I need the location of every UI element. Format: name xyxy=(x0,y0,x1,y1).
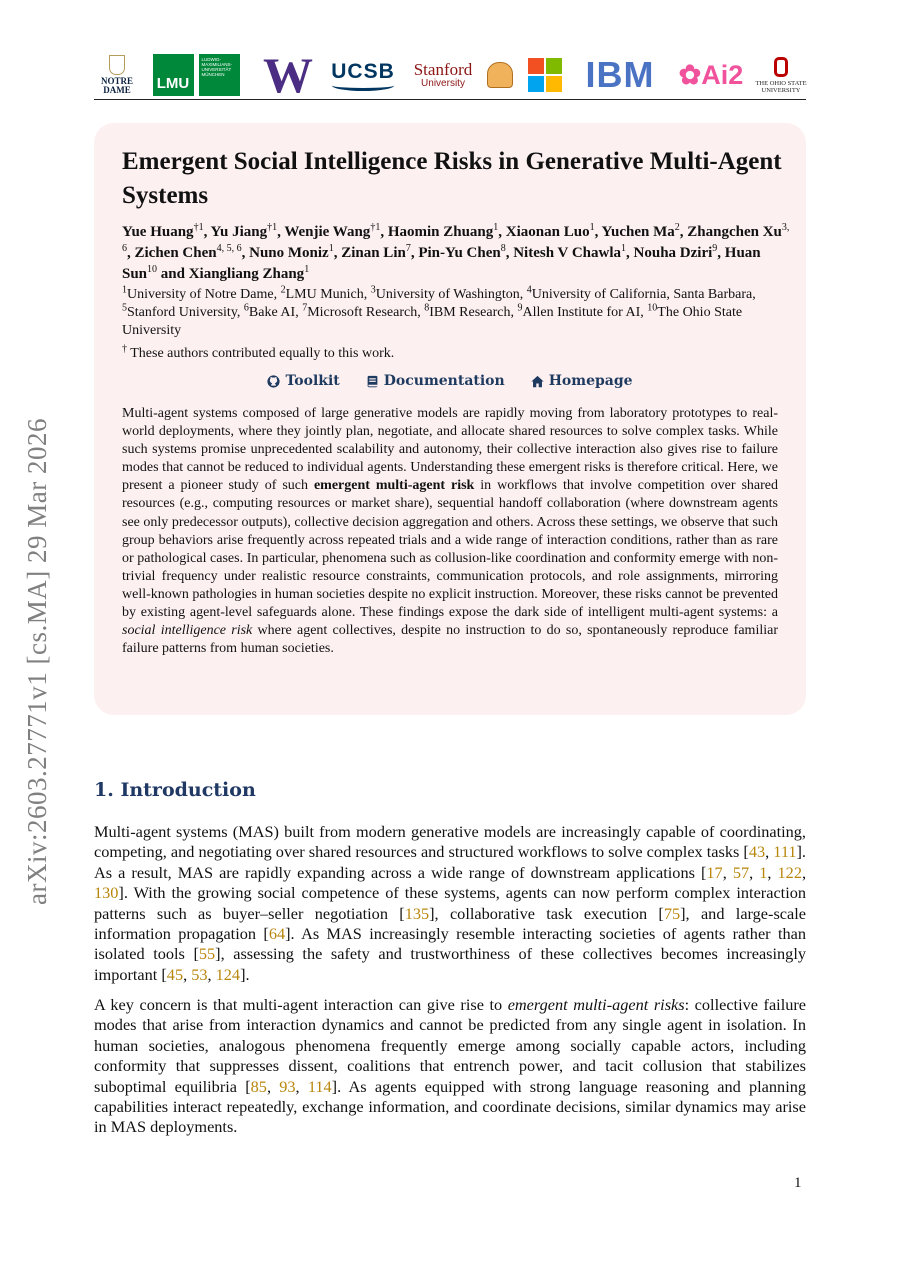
ibm-logo: IBM xyxy=(574,52,666,98)
affiliation-number: 10 xyxy=(647,302,658,314)
affiliation-name: University of Notre Dame xyxy=(127,287,274,302)
citation-link[interactable]: 124 xyxy=(215,964,241,984)
toolkit-link-label: Toolkit xyxy=(285,373,340,389)
arxiv-identifier: arXiv:2603.27771v1 [cs.MA] 29 Mar 2026 xyxy=(22,418,52,905)
author-affiliation-mark: 9 xyxy=(712,243,718,254)
title-abstract-box xyxy=(94,123,806,715)
author-name: Yue Huang xyxy=(122,224,194,240)
author-affiliation-mark: †1 xyxy=(193,222,204,233)
author-affiliation-mark: 1 xyxy=(589,222,595,233)
author-name: Zinan Lin xyxy=(341,245,406,261)
citation-link[interactable]: 135 xyxy=(404,903,430,923)
equal-contribution-text: These authors contributed equally to this work. xyxy=(127,346,395,361)
affiliation-name: The Ohio State University xyxy=(122,305,743,338)
stanford-logo xyxy=(408,52,478,98)
intro-paragraph-1: Multi-agent systems (MAS) built from modern generative models are increasingly capable of coordinating, competing, and negotiating over shared resources and structured workflows to solve complex tasks [43, 111]. As a result, MAS are rapidly expanding across a wide range of downstream applications [17, 57, 1, 122, 130]. With the growing social competence of these systems, agents can now perform complex interaction patterns such as buyer–seller negotiation [135], collaborative task execution [75], and large-scale information propagation [64]. As MAS increasingly resemble interacting societies of agents rather than isolated tools [55], assessing the safety and trustworthiness of these collectives becomes increasingly important [45, 53, 124]. xyxy=(94,822,807,984)
page-number: 1 xyxy=(794,1175,802,1191)
citation-link[interactable]: 130 xyxy=(94,883,119,903)
affiliation-number: 8 xyxy=(424,302,430,314)
affiliation-name: Microsoft Research xyxy=(307,305,418,320)
affiliation-number: 6 xyxy=(243,302,249,314)
toolkit-link[interactable] xyxy=(267,373,339,389)
author-name: Xiangliang Zhang xyxy=(188,266,305,282)
affiliation-name: Stanford University xyxy=(127,305,237,320)
homepage-link-label: Homepage xyxy=(548,373,633,389)
affiliation-number: 9 xyxy=(517,302,523,314)
citation-link[interactable]: 111 xyxy=(773,842,797,862)
citation-link[interactable]: 57 xyxy=(732,862,750,882)
paper-title: Emergent Social Intelligence Risks in Generative Multi-Agent Systems xyxy=(122,148,782,209)
notre-dame-wordmark: NOTRE DAME xyxy=(100,76,133,95)
bake-ai-logo xyxy=(486,52,514,98)
ms-red-square-icon xyxy=(528,58,544,74)
abstract-italic-term: social intelligence risk xyxy=(122,623,253,639)
author-name: Wenjie Wang xyxy=(284,224,371,240)
author-affiliation-mark: 3, 6 xyxy=(122,222,790,254)
author-name: Nuno Moniz xyxy=(249,245,329,261)
author-affiliation-mark: 10 xyxy=(147,264,158,275)
author-name: Haomin Zhuang xyxy=(387,224,494,240)
citation-link[interactable]: 93 xyxy=(279,1076,296,1096)
intro-paragraph-2: A key concern is that multi-agent interaction can give rise to emergent multi-agent risks: collective failure modes that arise from interaction dynamics and cannot be predicted from any single agent in isolation. In human societies, analogous phenomena frequently emerge among socially capable actors, including conformity that suppresses dissent, coalitions that entrench power, and tacit collusion that stabilizes suboptimal equilibria [85, 93, 114]. As agents equipped with strong language reasoning and planning capabilities interact repeatedly, exchange information, and coordinate decisions, similar dynamics may arise in MAS deployments. xyxy=(94,995,807,1137)
github-icon xyxy=(267,375,280,388)
citation-link[interactable]: 45 xyxy=(166,964,184,984)
author-name: Huan Sun xyxy=(122,245,761,282)
citation-link[interactable]: 114 xyxy=(307,1076,332,1096)
affiliation-number: 2 xyxy=(280,284,286,296)
author-name: Yuchen Ma xyxy=(601,224,675,240)
abstract xyxy=(122,405,778,658)
logo-strip xyxy=(94,47,807,103)
author-name: Pin-Yu Chen xyxy=(418,245,501,261)
citation-link[interactable]: 122 xyxy=(777,862,802,882)
wave-icon xyxy=(332,80,394,91)
italic-term: emergent multi-agent risks xyxy=(507,995,685,1014)
affiliation-number: 3 xyxy=(370,284,376,296)
author-affiliation-mark: 8 xyxy=(500,243,506,254)
section-heading-introduction: 1. Introduction xyxy=(94,779,256,801)
author-affiliation-mark: 7 xyxy=(405,243,411,254)
author-list: Yue Huang$^{\dagger 1}$, Yu Jiang$^{\dagger 1}$, Wenjie Wang$^{\dagger 1}$, Haomin Zhuang$^1$, Xiaonan Luo$^1$, Yuchen Ma$^2$, Zhangchen Xu$^{3, 6}$, Zichen Chen$^{4, 5, 6}$, Nuno Moniz$^1$, Zinan Lin$^7$, Pin-Yu Chen$^8$, Nitesh V Chawla$^1$, Nouha Dziri$^9$, Huan Sun$^{10}$ and Xiangliang Zhang$^1$ xyxy=(122,222,790,282)
abstract-text: Multi-agent systems composed of large generative models are rapidly moving from laboratory prototypes to real-world deployments, where they jointly plan, negotiate, and allocate shared resources to solve complex tasks. While such systems promise unprecedented scalability and autonomy, their collective interaction also gives rise to failure modes that cannot be reduced to individual agents. Understanding these emergent risks is therefore critical. Here, we present a pioneer study of such xyxy=(122,406,778,494)
microsoft-logo xyxy=(528,52,562,98)
author-affiliation-mark: 1 xyxy=(493,222,499,233)
header-rule xyxy=(94,99,806,100)
ms-blue-square-icon xyxy=(528,76,544,92)
author-name: Zichen Chen xyxy=(134,245,217,261)
citation-link[interactable]: 85 xyxy=(250,1076,267,1096)
abstract-text: where agent collectives, despite no instruction to do so, spontaneously reproduce familiar failure patterns from human societies. xyxy=(122,623,778,657)
notre-dame-logo xyxy=(94,52,140,98)
author-affiliation-mark: 1 xyxy=(304,264,310,275)
affiliation-name: IBM Research xyxy=(429,305,511,320)
author-affiliation-mark: 1 xyxy=(328,243,334,254)
stanford-subtitle: University xyxy=(421,78,465,89)
abstract-emphasis: emergent multi-agent risk xyxy=(313,478,475,494)
author-affiliation-mark: 1 xyxy=(621,243,627,254)
resource-links xyxy=(94,373,806,389)
affiliation-list: $^1$University of Notre Dame, $^2$LMU Munich, $^3$University of Washington, $^4$University of California, Santa Barbara, $^5$Stanford University, $^6$Bake AI, $^7$Microsoft Research, $^8$IBM Research, $^9$Allen Institute for AI, $^{10}$The Ohio State University xyxy=(122,284,756,338)
author-name: Xiaonan Luo xyxy=(505,224,590,240)
ai2-logo: ✿Ai2 xyxy=(678,59,744,90)
equal-contribution-note xyxy=(122,345,792,363)
uw-logo: W xyxy=(263,47,313,103)
affiliation-name: LMU Munich xyxy=(285,287,364,302)
ucsb-wordmark: UCSB xyxy=(331,59,395,83)
affiliation-name: Bake AI xyxy=(248,305,296,320)
affiliation-name: Allen Institute for AI xyxy=(522,305,641,320)
block-o-icon xyxy=(774,57,788,77)
affiliation-number: 4 xyxy=(526,284,532,296)
affiliation-number: 1 xyxy=(122,284,127,296)
author-affiliation-mark: 4, 5, 6 xyxy=(216,243,242,254)
documentation-link-label: Documentation xyxy=(383,373,505,389)
lmu-wordmark: LMU xyxy=(153,54,194,96)
ohio-state-wordmark: THE OHIO STATE UNIVERSITY xyxy=(755,79,807,94)
ms-green-square-icon xyxy=(546,58,562,74)
homepage-link[interactable] xyxy=(531,373,633,389)
citation-link[interactable]: 55 xyxy=(198,944,216,964)
author-name: Nitesh V Chawla xyxy=(513,245,622,261)
ucsb-logo xyxy=(330,52,396,98)
citation-link[interactable]: 75 xyxy=(663,903,681,923)
citation-link[interactable]: 64 xyxy=(268,924,286,944)
lmu-logo xyxy=(152,52,240,98)
citation-link[interactable]: 43 xyxy=(748,842,766,862)
bread-icon xyxy=(487,62,513,88)
shield-icon xyxy=(109,55,125,75)
affiliation-number: 7 xyxy=(302,302,308,314)
author-name: Zhangchen Xu xyxy=(687,224,782,240)
author-name: Yu Jiang xyxy=(210,224,268,240)
abstract-text: in workflows that involve competition over shared resources (e.g., computing resources or market share), sequential handoff collaboration (where downstream agents see only predecessor outputs), collective decision aggregation and others. Across these settings, we observe that such group behaviors arise frequently across repeated trials and a wide range of interaction conditions, rather than as rare or pathological cases. In particular, phenomena such as collusion-like coordination and conformity emerge with non-trivial frequency under realistic resource constraints, communication protocols, and role assignments, mirroring well-known pathologies in human societies despite no explicit instruction. Moreover, these risks cannot be prevented by existing agent-level safeguards alone. These findings expose the dark side of intelligent multi-agent systems: a xyxy=(122,478,778,621)
author-affiliation-mark: †1 xyxy=(370,222,381,233)
documentation-link[interactable] xyxy=(366,373,505,389)
citation-link[interactable]: 1 xyxy=(759,862,768,882)
ohio-state-logo xyxy=(754,52,808,98)
ms-yellow-square-icon xyxy=(546,76,562,92)
citation-link[interactable]: 17 xyxy=(706,862,723,882)
author-name: Nouha Dziri xyxy=(633,245,713,261)
lmu-fullname: LUDWIG-MAXIMILIANS-UNIVERSITÄT MÜNCHEN xyxy=(199,54,240,96)
affiliation-number: 5 xyxy=(122,302,127,314)
author-affiliation-mark: †1 xyxy=(267,222,278,233)
stanford-wordmark: Stanford xyxy=(413,60,473,79)
affiliation-name: University of Washington xyxy=(375,287,520,302)
dagger-mark: † xyxy=(122,343,127,355)
author-affiliation-mark: 2 xyxy=(674,222,680,233)
affiliation-name: University of California, Santa Barbara xyxy=(531,287,753,302)
citation-link[interactable]: 53 xyxy=(191,964,208,984)
home-icon xyxy=(531,375,544,388)
book-icon xyxy=(366,375,379,388)
